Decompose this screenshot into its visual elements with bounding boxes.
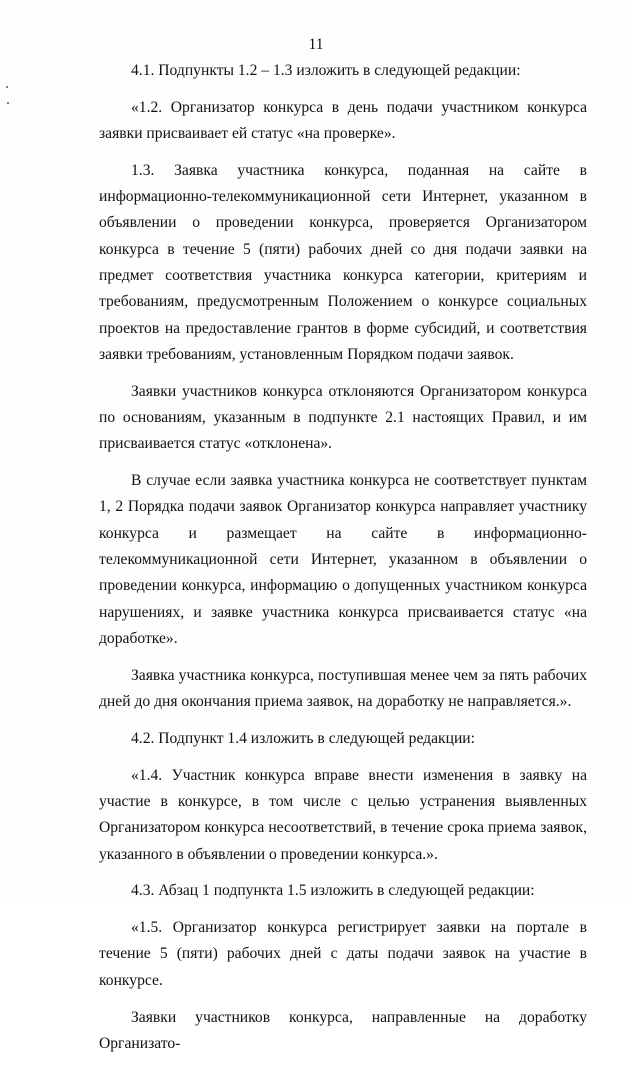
paragraph-1-2: «1.2. Организатор конкурса в день подачи участником конкурса заявки присваивает ей статус «на проверке». [99,98,587,143]
paragraph-4-1-heading: 4.1. Подпункты 1.2 – 1.3 изложить в следующей редакции: [131,62,521,79]
paragraph-1-3: 1.3. Заявка участника конкурса, поданная на сайте в информационно-телекоммуникационной сети Интернет, указанном в объявлении о проведении конкурса, проверяется Организатором конкурса в течение 5 (пяти) рабочих дней со дня подачи заявки на предмет соответствия участника конкурса категории, критериям и требованиям, предусмотренным Положением о конкурсе социальных проектов на предоставление грантов в форме субсидий, и соответствия заявки требованиям, установленным Порядком подачи заявок. [99,161,587,363]
paragraph-rejection: Заявки участников конкурса отклоняются Организатором конкурса по основаниям, указанным в подпункте 2.1 настоящих Правил, и им присваивается статус «отклонена». [99,382,587,453]
paragraph-4-2-heading: 4.2. Подпункт 1.4 изложить в следующей редакции: [131,729,475,747]
paragraph-1-4: «1.4. Участник конкурса вправе внести изменения в заявку на участие в конкурсе, в том числе с целью устранения выявленных Организатором конкурса несоответствий, в течение срока приема заявок, указанного в объявлении о проведении конкурса.». [99,766,587,863]
scan-speck [7,102,9,104]
paragraph-1-5: «1.5. Организатор конкурса регистрирует заявки на портале в течение 5 (пяти) рабочих дней с даты подачи заявок на участие в конкурсе. [99,919,587,989]
scan-speck [6,86,8,88]
paragraph-4-3-heading: 4.3. Абзац 1 подпункта 1.5 изложить в следующей редакции: [131,882,535,900]
paragraph-revision: В случае если заявка участника конкурса не соответствует пунктам 1, 2 Порядка подачи заявок Организатор конкурса направляет участнику конкурса и размещает на сайте в информационно-телекоммуникационной сети Интернет, указанном в объявлении о проведении конкурса, информацию о допущенных участником конкурса нарушениях, и заявке участника конкурса присваивается статус «на доработке». [99,472,587,647]
paragraph-continued: Заявки участников конкурса, направленные на доработку Организато- [99,1008,587,1052]
paragraph-late-submission: Заявка участника конкурса, поступившая менее чем за пять рабочих дней до дня окончания приема заявок, на доработку не направляется.». [99,666,587,711]
page-number: 11 [308,36,324,53]
document-body [99,58,587,1068]
